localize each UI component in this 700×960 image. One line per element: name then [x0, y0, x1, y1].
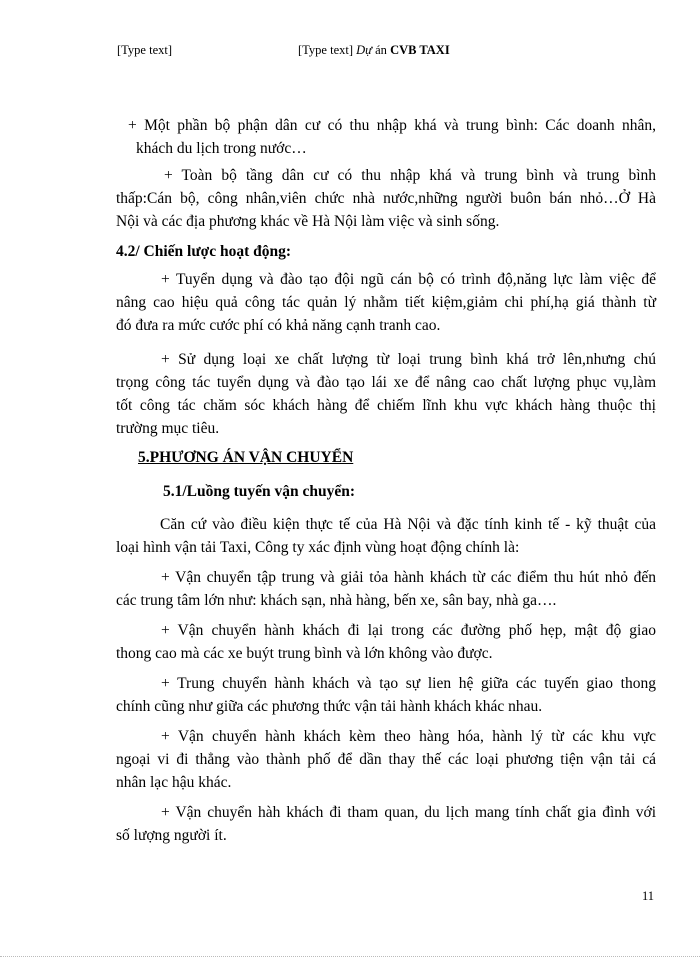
p9-line2: ngoại vi đi thẳng vào thành phố để dần thay thế các loại phương tiện vận tải cá	[116, 751, 656, 768]
page-bottom-border	[0, 956, 700, 957]
heading-5: 5.PHƯƠNG ÁN VẬN CHUYỂN	[138, 449, 354, 466]
p1-line1: + Một phần bộ phận dân cư có thu nhập khá và trung bình: Các doanh nhân,	[128, 117, 656, 134]
p8-line2: chính cũng như giữa các phương thức vận tải hành khách khác nhau.	[116, 698, 543, 715]
p2-line2: thấp:Cán bộ, công nhân,viên chức nhà nước,những người buôn bán nhỏ…Ở Hà	[116, 190, 656, 207]
p4-line3: tốt công tác chăm sóc khách hàng để chiếm lĩnh khu vực khách hàng thuộc thị	[116, 397, 656, 414]
header-left-text: [Type text]	[117, 43, 173, 57]
header-center-plain: [Type text]	[298, 43, 354, 57]
header-center-italic: Dự	[356, 43, 372, 57]
p9-line3: nhân lạc hậu khác.	[116, 774, 232, 791]
p4-line1: + Sử dụng loại xe chất lượng từ loại trung bình khá trở lên,nhưng chú	[161, 351, 656, 368]
page-number: 11	[642, 889, 655, 903]
p7-line2: thong cao mà các xe buýt trung bình và lớn không vào được.	[116, 645, 493, 662]
p2-line1: + Toàn bộ tầng dân cư có thu nhập khá và trung bình và trung bình	[164, 167, 656, 184]
p5-line1: Căn cứ vào điều kiện thực tế của Hà Nội và đặc tính kinh tế - kỹ thuật của	[160, 516, 656, 533]
header-center-bold: CVB TAXI	[390, 43, 450, 57]
heading-5-1: 5.1/Luồng tuyến vận chuyển:	[163, 483, 356, 500]
header-center-mid: án	[372, 43, 391, 57]
p3-line2: nâng cao hiệu quả công tác quản lý nhằm tiết kiệm,giảm chi phí,hạ giá thành từ	[116, 294, 656, 311]
p1-line2: khách du lịch trong nước…	[136, 140, 307, 157]
heading-4-2: 4.2/ Chiến lược hoạt động:	[116, 243, 292, 260]
p3-line1: + Tuyển dụng và đào tạo đội ngũ cán bộ có trình độ,năng lực làm việc để	[161, 271, 656, 288]
p4-line2: trọng công tác tuyển dụng và đào tạo lái xe để nâng cao chất lượng phục vụ,làm	[116, 374, 656, 391]
p6-line1: + Vận chuyển tập trung và giải tỏa hành khách từ các điểm thu hút nhỏ đến	[161, 569, 656, 586]
header-center-text	[298, 43, 450, 58]
p7-line1: + Vận chuyển hành khách đi lại trong các đường phố hẹp, mật độ giao	[161, 622, 656, 639]
p6-line2: các trung tâm lớn như: khách sạn, nhà hàng, bến xe, sân bay, nhà ga….	[116, 592, 557, 609]
p10-line1: + Vận chuyển hàh khách đi tham quan, du lịch mang tính chất gia đình với	[161, 804, 656, 821]
p5-line2: loại hình vận tải Taxi, Công ty xác định vùng hoạt động chính là:	[116, 539, 520, 556]
p9-line1: + Vận chuyển hành khách kèm theo hàng hóa, hành lý từ các khu vực	[161, 728, 656, 745]
p3-line3: đó đưa ra mức cước phí có khả năng cạnh tranh cao.	[116, 317, 441, 334]
p8-line1: + Trung chuyển hành khách và tạo sự lien hệ giữa các tuyến giao thong	[161, 675, 656, 692]
p4-line4: trường mục tiêu.	[116, 420, 220, 437]
p10-line2: số lượng người ít.	[116, 827, 227, 844]
p2-line3: Nội và các địa phương khác về Hà Nội làm việc và sinh sống.	[116, 213, 500, 230]
